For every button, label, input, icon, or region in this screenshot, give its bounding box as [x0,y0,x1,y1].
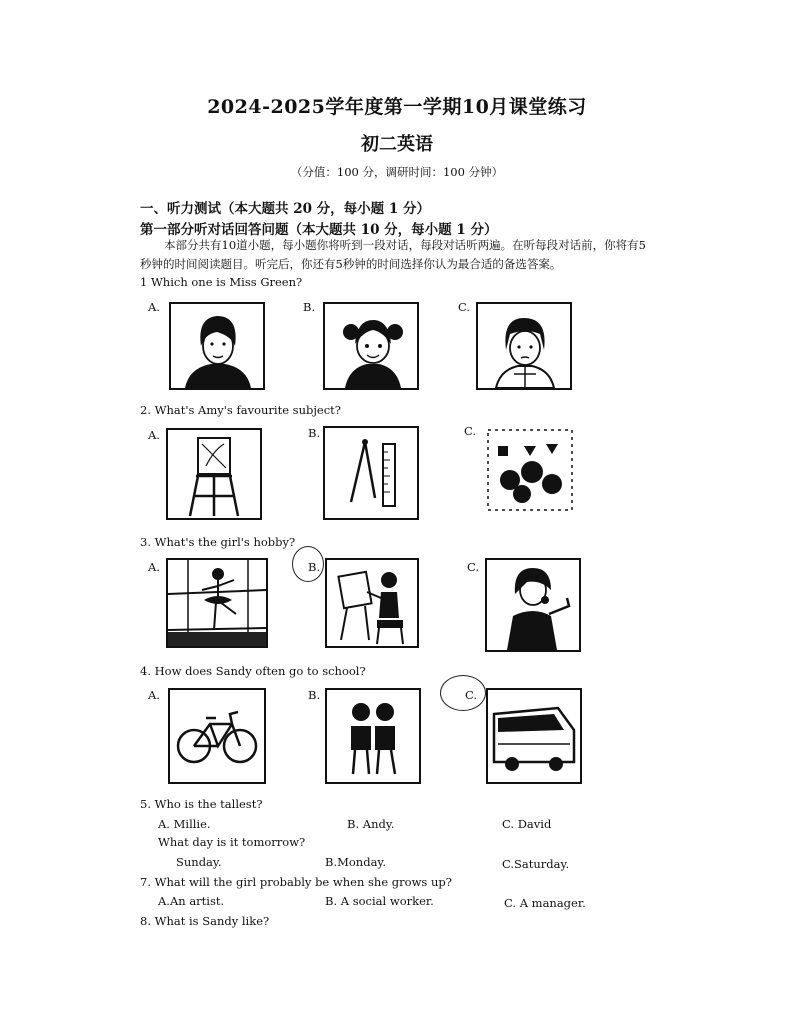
children-walking-icon [327,690,419,782]
english-letters-icon [484,426,576,514]
q3-option-c-picture[interactable] [485,558,581,652]
girl-short-hair-icon [478,304,570,388]
q2-option-c-label: C. [464,424,477,438]
q1-option-c-picture[interactable] [476,302,572,390]
page-title: 2024-2025学年度第一学期10月课堂练习 [207,96,587,118]
q2-option-a-picture[interactable] [166,428,262,520]
question-1-stem: 1 Which one is Miss Green? [140,275,303,289]
page-subtitle: 初二英语 [361,134,433,155]
q7-option-c[interactable]: C. A manager. [504,896,586,910]
q5-option-a[interactable]: A. Millie. [158,817,211,831]
easel-icon [168,430,260,518]
q6-option-b[interactable]: B.Monday. [325,855,387,869]
q1-option-c-label: C. [458,300,471,314]
part-heading: 第一部分听对话回答问题（本大题共 10 分，每小题 1 分） [140,222,498,238]
q1-option-b-picture[interactable] [323,302,419,390]
q6-option-c[interactable]: C.Saturday. [502,857,570,871]
q1-option-a-label: A. [148,300,160,314]
q4-option-b-label: B. [308,688,321,702]
q2-option-b-label: B. [308,426,321,440]
q3-option-a-label: A. [148,560,160,574]
q7-option-a[interactable]: A.An artist. [158,894,225,908]
score-time-note: （分值：100 分，调研时间：100 分钟） [290,165,504,179]
q3-option-b-picture[interactable] [325,558,419,648]
q4-option-a-label: A. [148,688,160,702]
child-painting-icon [327,560,417,646]
question-4-stem: 4. How does Sandy often go to school? [140,664,366,678]
q4-option-c-picture[interactable] [486,688,582,784]
q1-option-b-label: B. [303,300,316,314]
q2-option-a-label: A. [148,428,160,442]
q3-option-b-label: B. [308,560,321,574]
bicycle-icon [170,690,264,782]
q4-option-c-label: C. [465,688,478,702]
woman-portrait-icon [171,304,263,388]
instructions: 本部分共有10道小题，每小题你将听到一段对话，每段对话听两遍。在听每段对话前，你将有5秒钟的时间阅读题目。听完后，你还有5秒钟的时间选择你认为最合适的备选答案。 [140,238,646,271]
q2-option-c-picture[interactable] [482,424,578,516]
q2-option-b-picture[interactable] [323,426,419,520]
section-heading: 一、听力测试（本大题共 20 分，每小题 1 分） [140,201,430,217]
question-5-stem: 5. Who is the tallest? [140,797,263,811]
question-8-stem: 8. What is Sandy like? [140,914,270,928]
question-3-stem: 3. What's the girl's hobby? [140,535,296,549]
compass-ruler-icon [325,428,417,518]
q4-option-b-picture[interactable] [325,688,421,784]
q5-option-c[interactable]: C. David [502,817,552,831]
q4-option-a-picture[interactable] [168,688,266,784]
girl-pigtails-icon [325,304,417,388]
girl-singing-icon [487,560,579,650]
question-2-stem: 2. What's Amy's favourite subject? [140,403,341,417]
q3-option-a-picture[interactable] [166,558,268,648]
q7-option-b[interactable]: B. A social worker. [325,894,434,908]
answer-circle-mark-2 [440,675,486,711]
bus-icon [488,690,580,782]
question-6-stem: What day is it tomorrow? [158,835,306,849]
ballet-dancer-icon [168,560,266,646]
q5-option-b[interactable]: B. Andy. [347,817,395,831]
q3-option-c-label: C. [467,560,480,574]
question-7-stem: 7. What will the girl probably be when she grows up? [140,875,452,889]
q6-option-a[interactable]: Sunday. [176,855,222,869]
q1-option-a-picture[interactable] [169,302,265,390]
